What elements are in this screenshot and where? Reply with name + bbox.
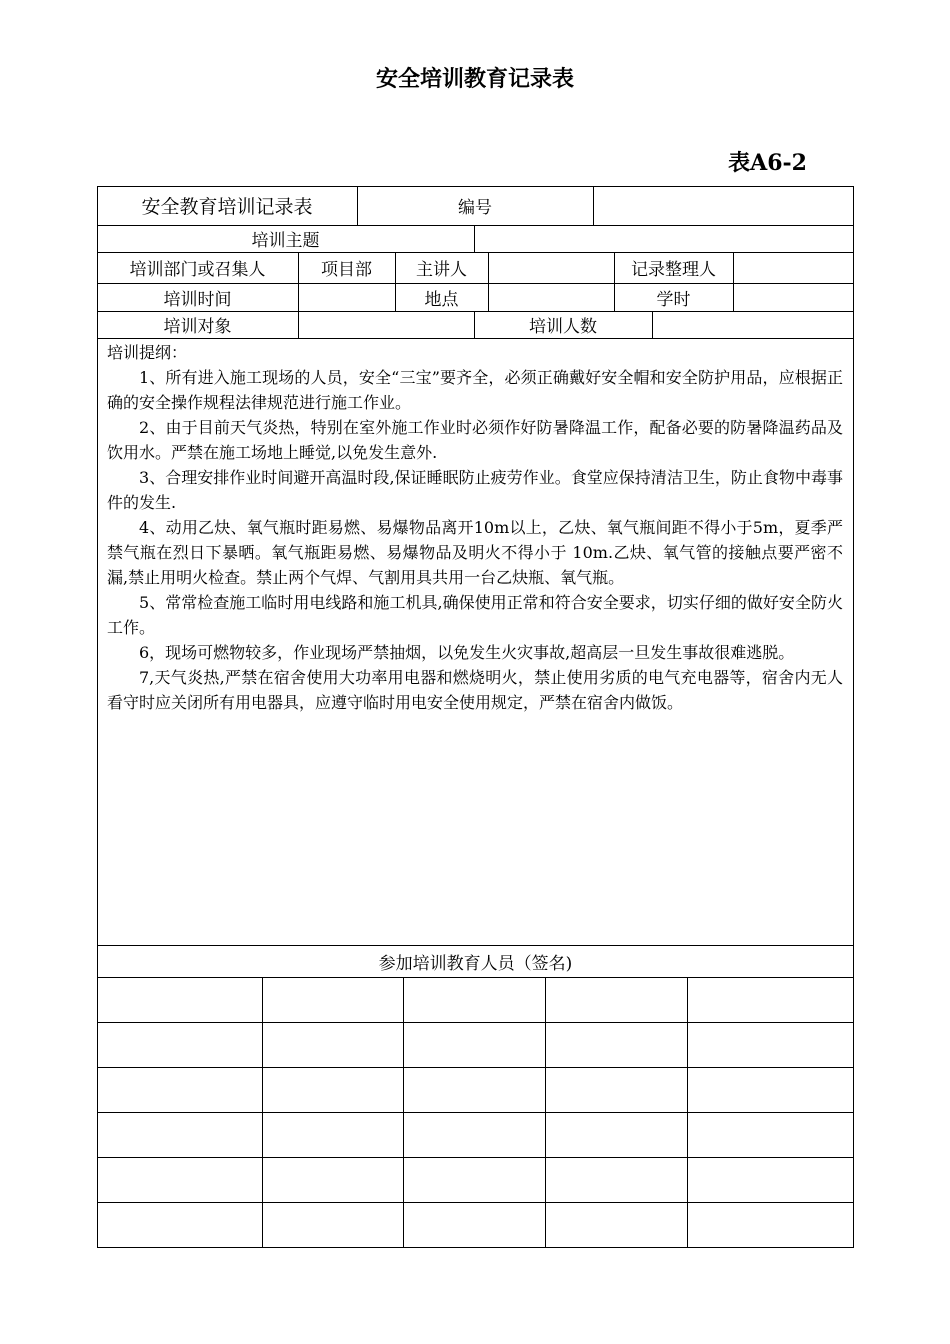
number-value[interactable] — [593, 186, 854, 225]
signature-cell[interactable] — [687, 1112, 854, 1157]
signature-cell[interactable] — [687, 1067, 854, 1112]
signature-cell[interactable] — [262, 1022, 403, 1067]
signature-cell[interactable] — [97, 977, 262, 1022]
signature-heading: 参加培训教育人员（签名) — [378, 953, 573, 974]
signature-cell[interactable] — [403, 1067, 545, 1112]
signature-cell[interactable] — [97, 1202, 262, 1247]
signature-cell[interactable] — [403, 977, 545, 1022]
signature-cell[interactable] — [545, 1202, 687, 1247]
topic-label: 培训主题 — [251, 231, 320, 251]
signature-cell[interactable] — [403, 1112, 545, 1157]
signature-cell[interactable] — [687, 1022, 854, 1067]
outline-item: 3、合理安排作业时间避开高温时段,保证睡眠防止疲劳作业。食堂应保持清洁卫生，防止食物中毒事件的发生. — [107, 468, 843, 512]
signature-cell[interactable] — [545, 1067, 687, 1112]
signature-cell[interactable] — [403, 1022, 545, 1067]
outline-heading: 培训提纲： — [107, 343, 188, 362]
signature-cell[interactable] — [687, 977, 854, 1022]
signature-cell[interactable] — [687, 1157, 854, 1202]
speaker-value[interactable] — [488, 252, 614, 283]
time-label: 培训时间 — [163, 289, 232, 310]
outline-item: 1、所有进入施工现场的人员，安全“三宝”要齐全，必须正确戴好安全帽和安全防护用品，应根据正确的安全操作规程法律规范进行施工作业。 — [107, 368, 843, 412]
signature-cell[interactable] — [403, 1157, 545, 1202]
signature-cell[interactable] — [687, 1202, 854, 1247]
document-title: 安全培训教育记录表 — [375, 66, 574, 92]
outline-item: 2、由于目前天气炎热，特别在室外施工作业时必须作好防暑降温工作，配备必要的防暑降温药品及饮用水。严禁在施工场地上睡觉,以免发生意外. — [107, 418, 843, 462]
signature-cell[interactable] — [545, 977, 687, 1022]
row-divider — [97, 338, 854, 339]
signature-cell[interactable] — [97, 1157, 262, 1202]
count-label: 培训人数 — [529, 317, 597, 337]
target-label: 培训对象 — [163, 317, 232, 337]
outline-item: 5、常常检查施工临时用电线路和施工机具,确保使用正常和符合安全要求，切实仔细的做好安全防火工作。 — [107, 593, 843, 637]
form-code: 表A6-2 — [728, 150, 807, 176]
signature-grid — [97, 977, 854, 1247]
hours-label: 学时 — [656, 289, 691, 310]
recorder-value[interactable] — [733, 252, 854, 283]
table-name-cell: 安全教育培训记录表 — [141, 196, 313, 218]
outline-item: 6，现场可燃物较多，作业现场严禁抽烟，以免发生火灾事故,超高层一旦发生事故很难逃脱。 — [139, 643, 795, 662]
signature-cell[interactable] — [262, 977, 403, 1022]
time-value[interactable] — [298, 283, 395, 311]
signature-cell[interactable] — [545, 1157, 687, 1202]
dept-value[interactable]: 项目部 — [321, 260, 372, 280]
place-value[interactable] — [488, 283, 614, 311]
signature-cell[interactable] — [97, 1022, 262, 1067]
signature-cell[interactable] — [97, 1067, 262, 1112]
outline-item: 4、动用乙炔、氧气瓶时距易燃、易爆物品离开10m以上，乙炔、氧气瓶间距不得小于5m，夏季严禁气瓶在烈日下暴晒。氧气瓶距易燃、易爆物品及明火不得小于 10m.乙炔、氧气管的接触点要严密不漏,禁止用明火检查。禁止两个气焊、气割用具共用一台乙炔瓶、氧气瓶。 — [107, 518, 843, 587]
dept-label: 培训部门或召集人 — [129, 260, 266, 280]
signature-cell[interactable] — [262, 1202, 403, 1247]
signature-cell[interactable] — [97, 1112, 262, 1157]
speaker-label: 主讲人 — [416, 260, 467, 280]
signature-cell[interactable] — [403, 1202, 545, 1247]
place-label: 地点 — [424, 289, 459, 310]
signature-cell[interactable] — [262, 1157, 403, 1202]
outline-item: 7,天气炎热,严禁在宿舍使用大功率用电器和燃烧明火，禁止使用劣质的电气充电器等，宿舍内无人看守时应关闭所有用电器具，应遵守临时用电安全使用规定，严禁在宿舍内做饭。 — [107, 668, 843, 712]
target-value[interactable] — [298, 311, 474, 338]
hours-value[interactable] — [733, 283, 854, 311]
count-value[interactable] — [652, 311, 854, 338]
signature-cell[interactable] — [545, 1022, 687, 1067]
signature-cell[interactable] — [545, 1112, 687, 1157]
recorder-label: 记录整理人 — [631, 260, 716, 280]
topic-value[interactable] — [474, 225, 854, 252]
training-outline — [107, 340, 843, 715]
signature-cell[interactable] — [262, 1067, 403, 1112]
signature-cell[interactable] — [262, 1112, 403, 1157]
number-label: 编号 — [458, 198, 492, 218]
